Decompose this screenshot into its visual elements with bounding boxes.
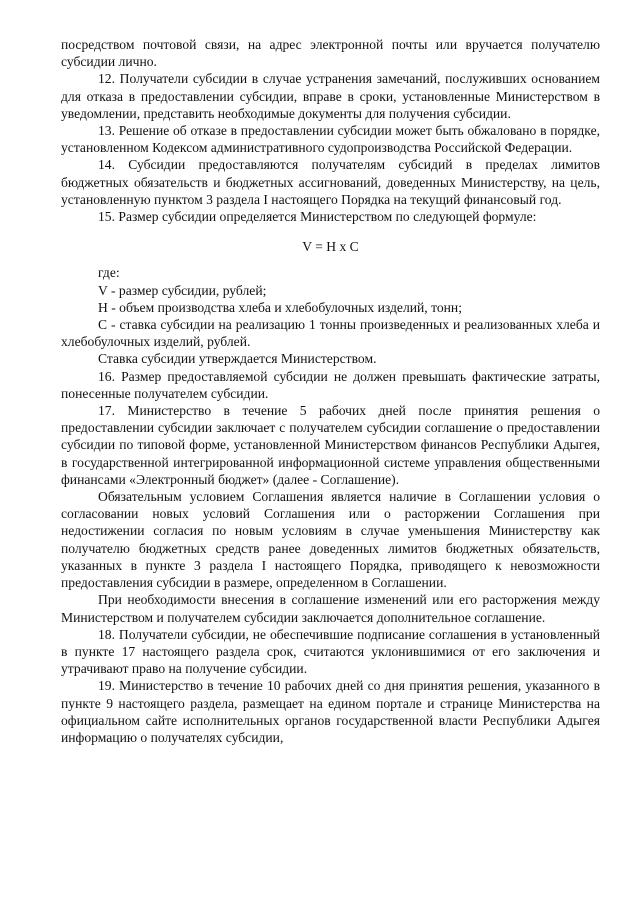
document-page bbox=[61, 36, 600, 746]
paragraph-12: 12. Получатели субсидии в случае устранения замечаний, послуживших основанием для отказа в предоставлении субсидии, вправе в сроки, установленные Министерством в уведомлении, представить необходимые документы для получения субсидии. bbox=[61, 71, 600, 121]
subsidy-formula: V = H x C bbox=[302, 239, 359, 255]
paragraph-13: 13. Решение об отказе в предоставлении субсидии может быть обжаловано в порядке, установленном Кодексом административного судопроизводства Российской Федерации. bbox=[61, 123, 600, 156]
paragraph-15: 15. Размер субсидии определяется Министерством по следующей формуле: bbox=[98, 209, 537, 225]
paragraph-19: 19. Министерство в течение 10 рабочих дней со дня принятия решения, указанного в пункте 9 настоящего раздела, размещает на едином портале и странице Министерства на официальном сайте исполнительных органов государственной власти Республики Адыгея информацию о получателях субсидии, bbox=[61, 678, 600, 745]
paragraph-18: 18. Получатели субсидии, не обеспечившие подписание соглашения в установленный в пункте 17 настоящего раздела срок, считаются уклонившимися от его заключения и утрачивают право на получение субсидии. bbox=[61, 626, 600, 677]
paragraph-17-amendment: При необходимости внесения в соглашение изменений или его расторжения между Министерством и получателем субсидии заключается дополнительное соглашение. bbox=[61, 592, 600, 625]
definition-where: где: bbox=[98, 265, 120, 281]
paragraph-17: 17. Министерство в течение 5 рабочих дней после принятия решения о предоставлении субсидии заключает с получателем субсидии соглашение о предоставлении субсидии по типовой форме, установленной Министерством финансов Республики Адыгея, в государственной интегрированной информационной системе управления общественными финансами «Электронный бюджет» (далее - Соглашение). bbox=[61, 403, 600, 487]
paragraph-14: 14. Субсидии предоставляются получателям субсидий в пределах лимитов бюджетных обязательств и бюджетных ассигнований, доведенных Министерству, на цель, установленную пунктом 3 раздела I настоящего Порядка на текущий финансовый год. bbox=[61, 157, 600, 207]
definition-h: H - объем производства хлеба и хлебобулочных изделий, тонн; bbox=[98, 299, 462, 315]
definition-rate: Ставка субсидии утверждается Министерством. bbox=[98, 351, 377, 367]
definition-c: C - ставка субсидии на реализацию 1 тонны произведенных и реализованных хлеба и хлебобулочных изделий, рублей. bbox=[61, 317, 600, 350]
paragraph-continuation: посредством почтовой связи, на адрес электронной почты или вручается получателю субсидии лично. bbox=[61, 37, 600, 70]
paragraph-16: 16. Размер предоставляемой субсидии не должен превышать фактические затраты, понесенные получателем субсидии. bbox=[61, 368, 600, 401]
definition-v: V - размер субсидии, рублей; bbox=[98, 282, 267, 298]
paragraph-17-condition: Обязательным условием Соглашения является наличие в Соглашении условия о согласовании новых условий Соглашения или о расторжении Соглашения при недостижении согласия по новым условиям в случае уменьшения Министерству как получателю бюджетных средств ранее доведенных лимитов бюджетных обязательств, указанных в пункте 3 раздела I настоящего Порядка, приводящего к невозможности предоставления субсидии в размере, определенном в Соглашении. bbox=[61, 489, 600, 591]
